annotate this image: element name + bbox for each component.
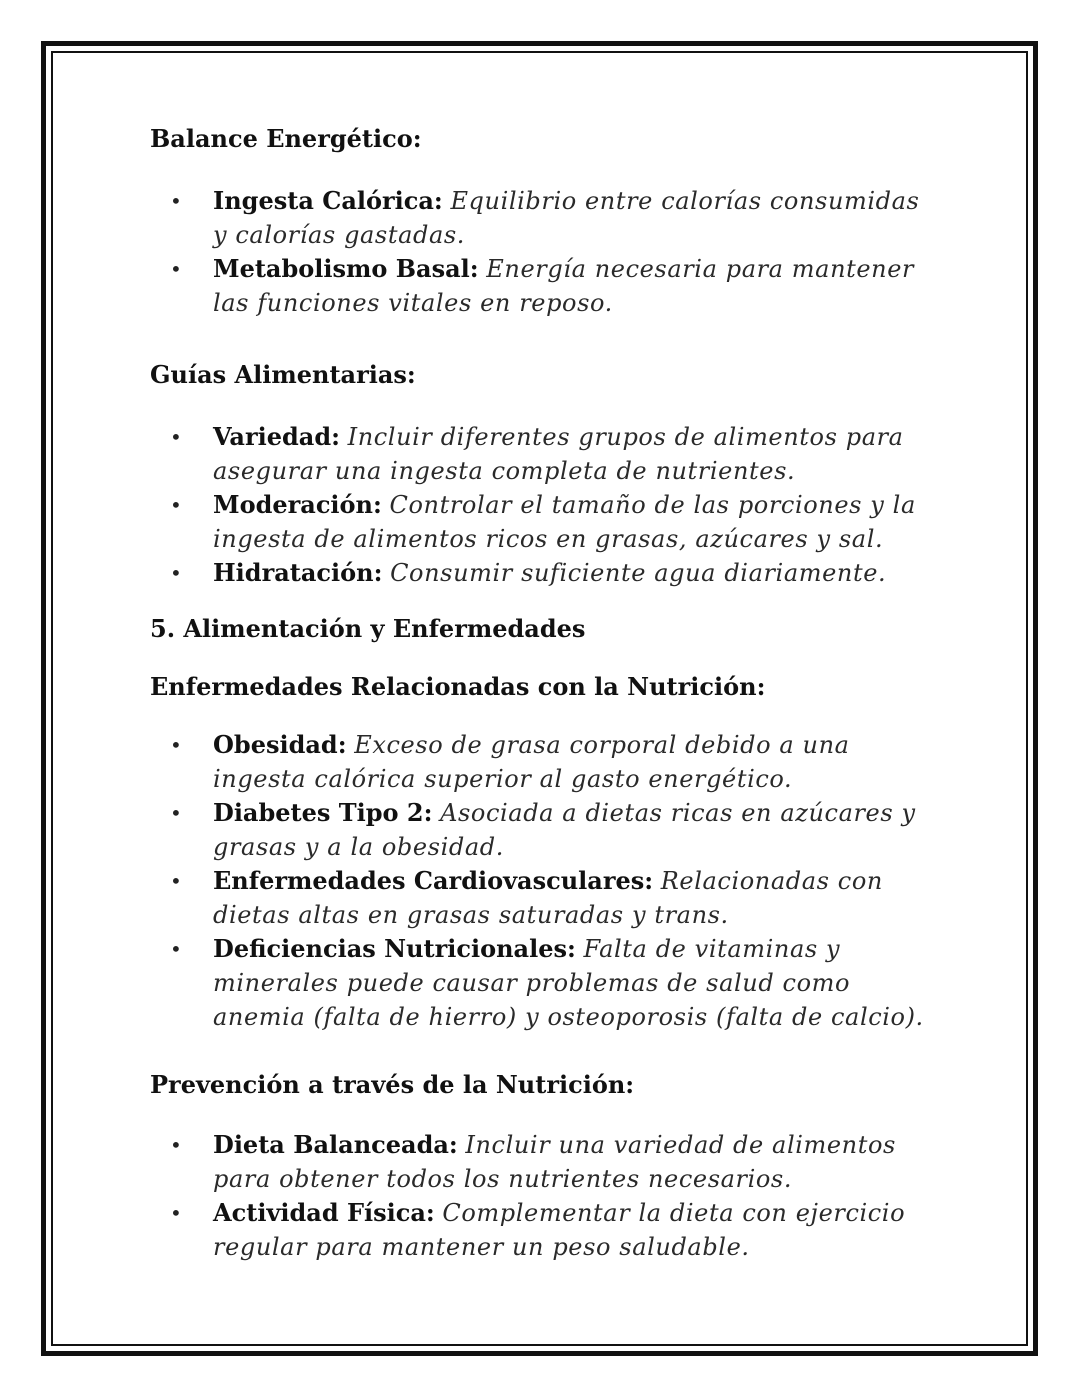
item-description: Relacionadas con dietas altas en grasas saturadas y trans. (213, 867, 883, 929)
list-enfermedades-nutricion (150, 728, 940, 1034)
item-description: Controlar el tamaño de las porciones y la ingesta de alimentos ricos en grasas, azúcares y sal. (213, 491, 916, 553)
item-term: Metabolismo Basal: (213, 254, 479, 283)
list-item (150, 864, 940, 932)
section-heading-balance-energetico: Balance Energético: (150, 124, 422, 153)
item-description: Incluir diferentes grupos de alimentos para asegurar una ingesta completa de nutrientes. (213, 423, 904, 485)
item-term: Actividad Física: (213, 1198, 435, 1227)
list-item (150, 488, 940, 556)
list-balance-energetico (150, 184, 940, 320)
item-description: Asociada a dietas ricas en azúcares y grasas y a la obesidad. (213, 799, 916, 861)
item-term: Deficiencias Nutricionales: (213, 934, 576, 963)
bullet-icon: • (170, 425, 182, 449)
list-guias-alimentarias (150, 420, 940, 590)
bullet-icon: • (170, 493, 182, 517)
item-term: Enfermedades Cardiovasculares: (213, 866, 654, 895)
item-description: Equilibrio entre calorías consumidas y calorías gastadas. (213, 187, 920, 249)
item-description: Falta de vitaminas y minerales puede causar problemas de salud como anemia (falta de hierro) y osteoporosis (falta de calcio). (213, 935, 924, 1031)
item-description: Exceso de grasa corporal debido a una ingesta calórica superior al gasto energético. (213, 731, 850, 793)
list-item (150, 796, 940, 864)
section-heading-prevencion: Prevención a través de la Nutrición: (150, 1070, 635, 1099)
bullet-icon: • (170, 801, 182, 825)
bullet-icon: • (170, 189, 182, 213)
bullet-icon: • (170, 869, 182, 893)
item-term: Variedad: (213, 422, 340, 451)
list-item (150, 556, 940, 590)
section-heading-alimentacion-enfermedades: 5. Alimentación y Enfermedades (150, 614, 586, 643)
list-item (150, 184, 940, 252)
section-heading-guias-alimentarias: Guías Alimentarias: (150, 360, 416, 389)
bullet-icon: • (170, 937, 182, 961)
section-heading-enfermedades-nutricion: Enfermedades Relacionadas con la Nutrición: (150, 672, 766, 701)
item-term: Moderación: (213, 490, 382, 519)
bullet-icon: • (170, 257, 182, 281)
list-prevencion (150, 1128, 940, 1264)
item-description: Consumir suficiente agua diariamente. (390, 559, 887, 587)
item-description: Energía necesaria para mantener las funciones vitales en reposo. (213, 255, 915, 317)
list-item (150, 252, 940, 320)
bullet-icon: • (170, 1201, 182, 1225)
item-term: Dieta Balanceada: (213, 1130, 458, 1159)
bullet-icon: • (170, 733, 182, 757)
bullet-icon: • (170, 1133, 182, 1157)
item-term: Hidratación: (213, 558, 383, 587)
document-content (150, 118, 940, 1264)
list-item (150, 728, 940, 796)
list-item (150, 1128, 940, 1196)
item-description: Complementar la dieta con ejercicio regular para mantener un peso saludable. (213, 1199, 906, 1261)
item-term: Obesidad: (213, 730, 347, 759)
list-item (150, 420, 940, 488)
list-item (150, 1196, 940, 1264)
bullet-icon: • (170, 561, 182, 585)
item-description: Incluir una variedad de alimentos para obtener todos los nutrientes necesarios. (213, 1131, 896, 1193)
item-term: Diabetes Tipo 2: (213, 798, 433, 827)
item-term: Ingesta Calórica: (213, 186, 443, 215)
list-item (150, 932, 940, 1034)
